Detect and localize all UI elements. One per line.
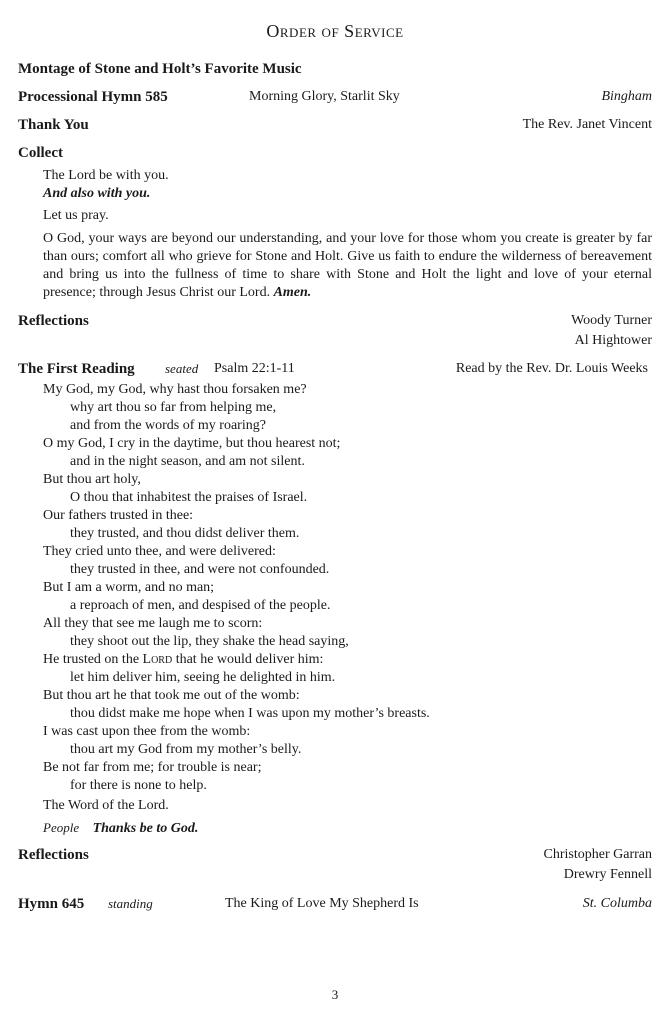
reflections-1-heading: Reflections bbox=[18, 313, 89, 329]
psalm-line: Our fathers trusted in thee: bbox=[43, 508, 194, 523]
people-response: Thanks be to God. bbox=[92, 821, 199, 836]
montage-heading: Montage of Stone and Holt’s Favorite Music bbox=[18, 61, 302, 77]
reflections-2-speaker-2: Drewry Fennell bbox=[563, 867, 652, 882]
collect-amen: Amen. bbox=[273, 285, 312, 300]
first-reading-psalm: Psalm 22:1-11 bbox=[214, 361, 295, 376]
psalm-line: O my God, I cry in the daytime, but thou hearest not; bbox=[43, 436, 341, 451]
first-reading-row bbox=[18, 360, 652, 380]
collect-versicle: The Lord be with you. bbox=[43, 168, 169, 183]
reflections-1-row bbox=[18, 312, 652, 332]
thank-you-row bbox=[18, 116, 652, 136]
lord-small-caps: Lord bbox=[142, 652, 173, 667]
word-of-the-lord: The Word of the Lord. bbox=[43, 798, 169, 813]
page-number: 3 bbox=[331, 987, 339, 1002]
psalm-line: All they that see me laugh me to scorn: bbox=[43, 616, 263, 631]
psalm-line: Be not far from me; for trouble is near; bbox=[43, 760, 262, 775]
thank-you-speaker: The Rev. Janet Vincent bbox=[522, 117, 652, 132]
psalm-line: thou didst make me hope when I was upon my mother’s breasts. bbox=[70, 706, 430, 721]
collect-let-us-pray: Let us pray. bbox=[43, 208, 109, 223]
reflections-2-row-2 bbox=[18, 866, 652, 886]
processional-tune: Morning Glory, Starlit Sky bbox=[249, 89, 400, 104]
processional-composer: Bingham bbox=[601, 89, 652, 104]
reflections-1-row-2 bbox=[18, 332, 652, 352]
psalm-line: for there is none to help. bbox=[70, 778, 207, 793]
hymn-645-posture: standing bbox=[108, 896, 153, 911]
psalm-line: and from the words of my roaring? bbox=[70, 418, 266, 433]
page-title: Order of Service bbox=[266, 21, 404, 41]
thank-you-heading: Thank You bbox=[18, 117, 89, 133]
psalm-line: But thou art he that took me out of the womb: bbox=[43, 688, 300, 703]
people-label: People bbox=[43, 820, 80, 835]
psalm-line: and in the night season, and am not silent. bbox=[70, 454, 305, 469]
psalm-line: let him deliver him, seeing he delighted in him. bbox=[70, 670, 336, 685]
psalm-line: a reproach of men, and despised of the people. bbox=[70, 598, 331, 613]
reflections-2-speaker-1: Christopher Garran bbox=[543, 847, 652, 862]
people-response-row bbox=[43, 819, 198, 838]
processional-row bbox=[18, 88, 652, 108]
collect-heading: Collect bbox=[18, 145, 63, 161]
psalm-line: But I am a worm, and no man; bbox=[43, 580, 215, 595]
hymn-645-tune: The King of Love My Shepherd Is bbox=[225, 896, 419, 911]
processional-heading: Processional Hymn 585 bbox=[18, 89, 168, 105]
psalm-line: they trusted in thee, and were not confounded. bbox=[70, 562, 330, 577]
psalm-line: they trusted, and thou didst deliver them. bbox=[70, 526, 300, 541]
reflections-2-row bbox=[18, 846, 652, 866]
collect-prayer bbox=[43, 230, 652, 302]
psalm-line: My God, my God, why hast thou forsaken me? bbox=[43, 382, 307, 397]
first-reading-posture: seated bbox=[165, 361, 199, 376]
reflections-1-speaker-2: Al Hightower bbox=[574, 333, 652, 348]
psalm-line-start: He trusted on the bbox=[43, 652, 140, 667]
psalm-line-end: that he would deliver him: bbox=[172, 652, 324, 667]
reflections-2-heading: Reflections bbox=[18, 847, 89, 863]
psalm-line: they shoot out the lip, they shake the head saying, bbox=[70, 634, 349, 649]
psalm-line: But thou art holy, bbox=[43, 472, 141, 487]
hymn-645-composer: St. Columba bbox=[582, 896, 652, 911]
hymn-645-heading: Hymn 645 bbox=[18, 896, 85, 912]
psalm-line: I was cast upon thee from the womb: bbox=[43, 724, 251, 739]
reflections-1-speaker-1: Woody Turner bbox=[571, 313, 652, 328]
psalm-line: They cried unto thee, and were delivered: bbox=[43, 544, 276, 559]
service-page bbox=[18, 0, 652, 1010]
first-reading-heading: The First Reading bbox=[18, 361, 135, 377]
psalm-line: O thou that inhabitest the praises of Israel. bbox=[70, 490, 308, 505]
hymn-645-row bbox=[18, 895, 652, 915]
collect-response: And also with you. bbox=[43, 186, 151, 201]
psalm-line: thou art my God from my mother’s belly. bbox=[70, 742, 302, 757]
psalm-line: why art thou so far from helping me, bbox=[70, 400, 277, 415]
first-reading-reader: Read by the Rev. Dr. Louis Weeks bbox=[455, 361, 648, 376]
psalm-line bbox=[43, 651, 323, 669]
collect-prayer-text: O God, your ways are beyond our understanding, and your love for those whom you create is greater by far than ours; comfort all who grieve for Stone and Holt. Give us faith to endure the wilderness of bereavement and bring us into the fullness of time to share with Stone and Holt the light and love of your eternal presence; through Jesus Christ our Lord. bbox=[43, 231, 652, 300]
